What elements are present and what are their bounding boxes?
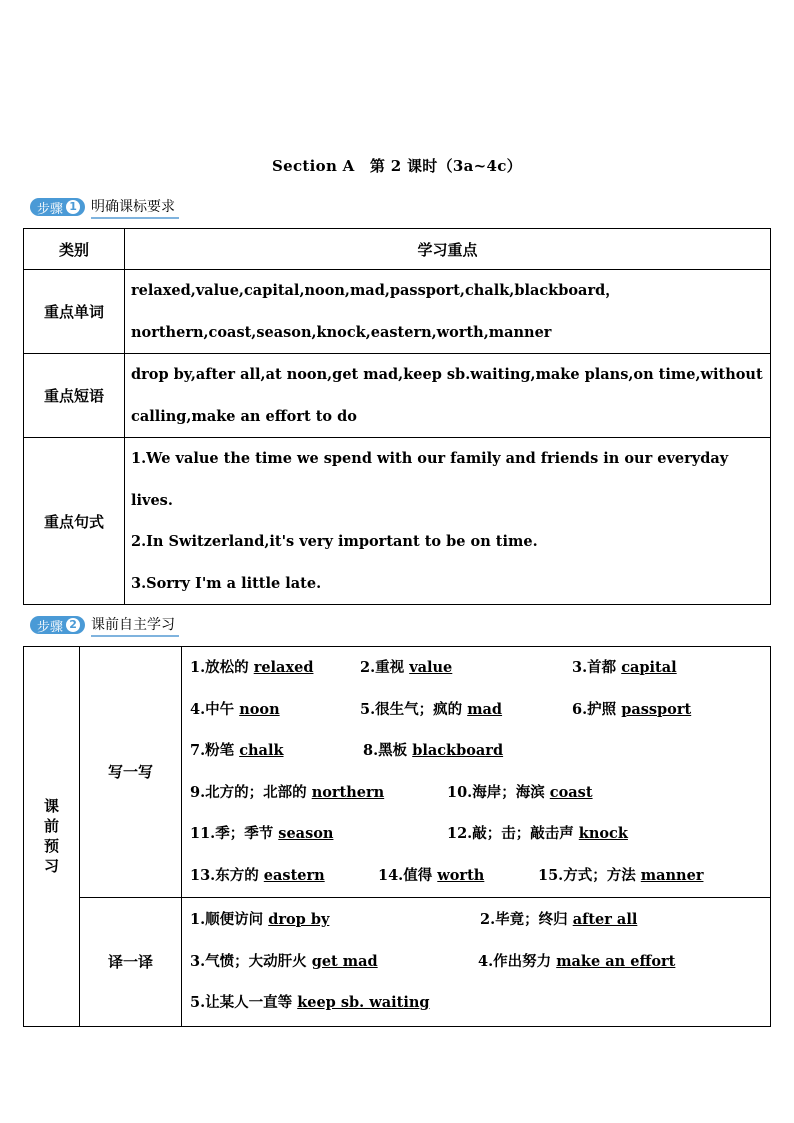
key-sentences-line-3: 2.In Switzerland,it's very important to be on time. bbox=[131, 533, 538, 550]
step-1-number: 1 bbox=[66, 200, 80, 214]
header-key-points: 学习重点 bbox=[125, 229, 771, 270]
step-1-banner bbox=[30, 197, 179, 217]
step-1-title: 明确课标要求 bbox=[91, 196, 179, 219]
write-row-1 bbox=[188, 647, 764, 689]
write-item-prompt: 2.重视 bbox=[360, 659, 410, 676]
key-words-row bbox=[24, 270, 771, 354]
key-phrases-line-2: calling,make an effort to do bbox=[131, 407, 357, 425]
write-items bbox=[182, 647, 771, 898]
write-item bbox=[538, 855, 703, 897]
translate-item bbox=[190, 982, 430, 1024]
translate-label: 译一译 bbox=[80, 897, 182, 1026]
write-item-answer: relaxed bbox=[253, 659, 314, 676]
key-sentences-line-4: 3.Sorry I'm a little late. bbox=[131, 574, 322, 592]
write-item-prompt: 3.首都 bbox=[572, 659, 622, 676]
preview-table bbox=[23, 646, 771, 1027]
key-points-table bbox=[23, 228, 771, 605]
key-words-line-2: northern,coast,season,knock,eastern,worth,manner bbox=[131, 323, 552, 341]
step-2-number: 2 bbox=[66, 618, 80, 632]
key-sentences-label: 重点句式 bbox=[24, 438, 125, 605]
key-sentences-line-1: 1.We value the time we spend with our family and friends in our everyday bbox=[131, 450, 729, 467]
write-item-answer: chalk bbox=[239, 742, 284, 760]
write-item-prompt: 14.值得 bbox=[378, 866, 438, 884]
header-category: 类别 bbox=[24, 229, 125, 270]
step-2-pill bbox=[30, 616, 85, 634]
translate-item-prompt: 4.作出努力 bbox=[478, 952, 557, 970]
write-item-prompt: 9.北方的；北部的 bbox=[190, 783, 312, 801]
write-item bbox=[378, 855, 484, 897]
write-row-2 bbox=[188, 689, 764, 731]
translate-row-2 bbox=[188, 941, 764, 983]
preview-side-label bbox=[24, 647, 80, 1027]
translate-item bbox=[190, 899, 329, 941]
write-item bbox=[360, 647, 452, 689]
write-row-3 bbox=[188, 730, 764, 772]
translate-row-3 bbox=[188, 982, 764, 1024]
step-1-pill bbox=[30, 198, 85, 216]
translate-item bbox=[190, 941, 378, 983]
key-sentences-row bbox=[24, 438, 771, 605]
key-sentences-content bbox=[125, 438, 771, 605]
step-2-title: 课前自主学习 bbox=[91, 614, 179, 637]
write-item-prompt: 10.海岸；海滨 bbox=[447, 783, 550, 801]
write-item-prompt: 11.季；季节 bbox=[190, 825, 279, 843]
translate-item-answer: drop by bbox=[268, 911, 330, 929]
write-item-answer: capital bbox=[621, 659, 677, 676]
key-words-content bbox=[125, 270, 771, 354]
write-row-4 bbox=[188, 772, 764, 814]
translate-item-answer: get mad bbox=[311, 952, 378, 970]
translate-item-answer: keep sb. waiting bbox=[297, 994, 430, 1012]
write-item-prompt: 7.粉笔 bbox=[190, 742, 240, 760]
key-words-line-1: relaxed,value,capital,noon,mad,passport,chalk,blackboard， bbox=[131, 282, 620, 299]
translate-item-prompt: 2.毕竟；终归 bbox=[480, 911, 573, 929]
translate-row-1 bbox=[188, 899, 764, 941]
key-phrases-label: 重点短语 bbox=[24, 354, 125, 438]
write-item-answer: knock bbox=[578, 825, 628, 843]
step-2-pill-label: 步骤 bbox=[37, 619, 64, 635]
write-item bbox=[190, 647, 313, 689]
write-item bbox=[190, 772, 384, 814]
write-item bbox=[190, 855, 325, 897]
write-item-prompt: 6.护照 bbox=[572, 700, 622, 718]
translate-item bbox=[478, 941, 675, 983]
key-words-label: 重点单词 bbox=[24, 270, 125, 354]
write-item-answer: eastern bbox=[263, 866, 325, 884]
preview-side-text: 课前预习 bbox=[43, 797, 59, 876]
step-2-banner bbox=[30, 615, 179, 635]
write-item-prompt: 13.东方的 bbox=[190, 866, 264, 884]
write-label: 写一写 bbox=[80, 647, 182, 898]
write-item-answer: coast bbox=[549, 783, 593, 801]
write-item bbox=[447, 772, 593, 814]
write-item-answer: mad bbox=[467, 700, 503, 718]
write-item-answer: noon bbox=[239, 700, 280, 718]
key-phrases-row bbox=[24, 354, 771, 438]
write-item bbox=[190, 813, 333, 855]
translate-item-prompt: 3.气愤；大动肝火 bbox=[190, 952, 312, 970]
translate-item-answer: make an effort bbox=[556, 952, 676, 970]
write-item-prompt: 15.方式；方法 bbox=[538, 866, 641, 884]
write-item-answer: worth bbox=[437, 866, 485, 884]
write-item-answer: blackboard bbox=[412, 742, 504, 760]
translate-item-prompt: 5.让某人一直等 bbox=[190, 994, 298, 1012]
key-points-header-row bbox=[24, 229, 771, 270]
key-sentences-line-2: lives. bbox=[131, 491, 173, 509]
translate-section-row bbox=[24, 897, 771, 1026]
step-1-pill-label: 步骤 bbox=[37, 201, 64, 217]
translate-item bbox=[480, 899, 637, 941]
write-item-prompt: 4.中午 bbox=[190, 700, 240, 718]
write-item bbox=[572, 647, 677, 689]
write-item-prompt: 1.放松的 bbox=[190, 659, 254, 676]
write-item-answer: season bbox=[278, 825, 334, 843]
page-title: Section A 第 2 课时（3a~4c） bbox=[272, 157, 522, 175]
key-phrases-content bbox=[125, 354, 771, 438]
write-item-answer: passport bbox=[621, 700, 692, 718]
write-item bbox=[572, 689, 691, 731]
write-row-6 bbox=[188, 855, 764, 897]
write-item-prompt: 8.黑板 bbox=[363, 742, 413, 760]
translate-items bbox=[182, 897, 771, 1026]
write-item-answer: value bbox=[409, 659, 453, 676]
translate-item-prompt: 1.顺便访问 bbox=[190, 911, 269, 929]
write-item bbox=[190, 730, 284, 772]
write-item bbox=[363, 730, 503, 772]
write-item bbox=[447, 813, 628, 855]
write-row-5 bbox=[188, 813, 764, 855]
key-phrases-line-1: drop by,after all,at noon,get mad,keep sb.waiting,make plans,on time,without bbox=[131, 366, 763, 383]
write-item bbox=[190, 689, 280, 731]
write-item-prompt: 5.很生气；疯的 bbox=[360, 700, 468, 718]
translate-item-answer: after all bbox=[572, 911, 638, 929]
write-section-row bbox=[24, 647, 771, 898]
write-item bbox=[360, 689, 502, 731]
write-item-answer: manner bbox=[640, 866, 704, 884]
write-item-answer: northern bbox=[311, 783, 385, 801]
write-item-prompt: 12.敲；击；敲击声 bbox=[447, 825, 579, 843]
